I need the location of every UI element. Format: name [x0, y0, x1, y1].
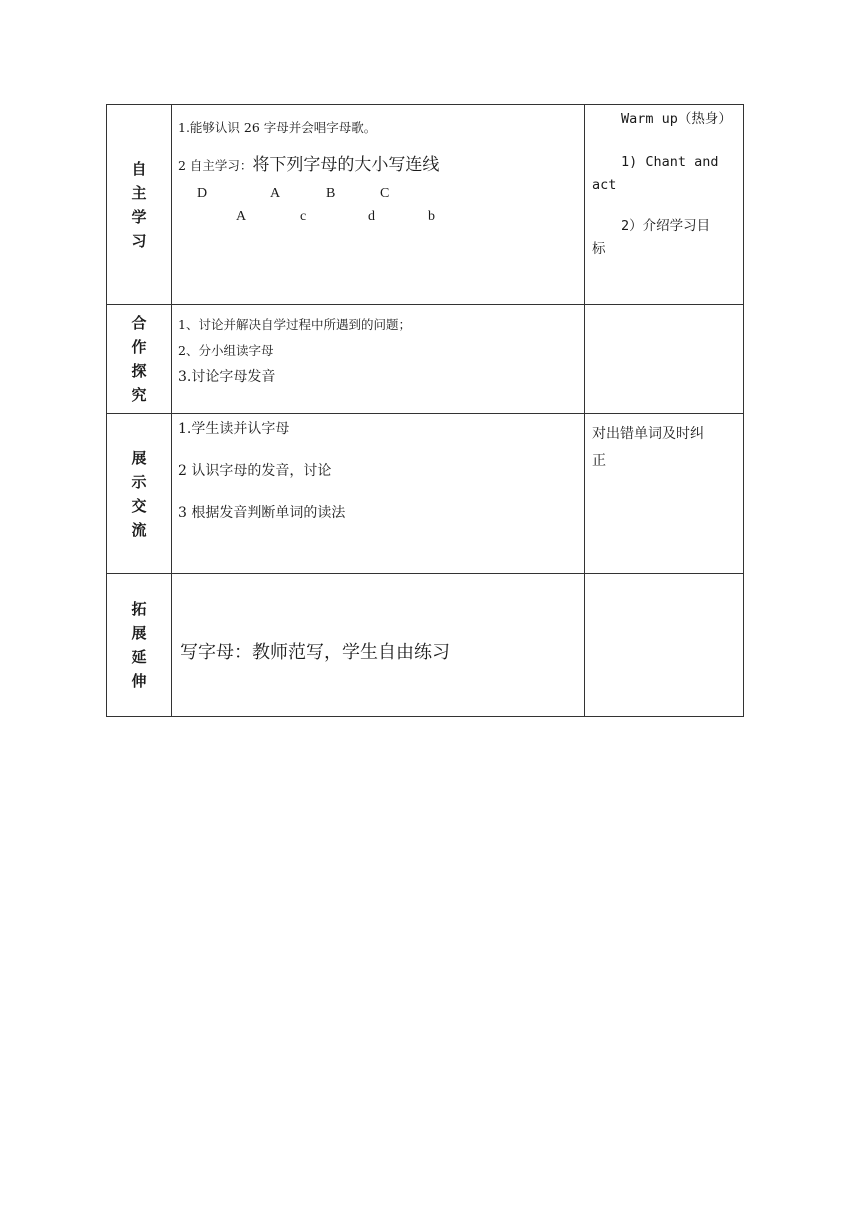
notes-item-1-line-2: act: [592, 177, 617, 193]
notes-self-study: [585, 105, 744, 305]
upper-letter-c: C: [380, 186, 390, 201]
row-presentation: [107, 414, 744, 574]
label-line: 拓 展: [131, 600, 155, 642]
item-3: 3 根据发音判断单词的读法: [178, 505, 346, 521]
upper-letter-d: D: [197, 186, 208, 201]
item-1: 写字母：教师范写，学生自由练习: [180, 642, 450, 663]
row-cooperation: [107, 305, 744, 414]
upper-letter-b: B: [326, 186, 336, 201]
lower-letter-c: c: [300, 209, 307, 224]
upper-letter-a: A: [270, 186, 281, 201]
item-1: 1.能够认识 26 字母并会唱字母歌。: [178, 120, 377, 135]
label-line: 自 主: [131, 159, 155, 202]
lower-letter-b: b: [428, 209, 435, 224]
lesson-plan-table: [106, 104, 744, 717]
item-2-main: 将下列字母的大小写连线: [252, 155, 440, 175]
lower-letter-d: d: [368, 209, 375, 224]
label-line: 交 流: [131, 496, 155, 539]
content-cooperation: [172, 305, 585, 414]
notes-item-2-line-2: 标: [592, 241, 606, 257]
notes-line-1: 对出错单词及时纠: [592, 426, 704, 442]
notes-line-2: 正: [592, 453, 606, 469]
notes-title: Warm up（热身）: [621, 111, 732, 127]
item-1: 1、讨论并解决自学过程中所遇到的问题；: [178, 317, 411, 332]
content-extension: [172, 574, 585, 717]
row-label-cooperation: [107, 305, 172, 414]
item-1: 1.学生读并认字母: [178, 421, 290, 437]
item-2: [178, 150, 439, 175]
row-label-presentation: [107, 414, 172, 574]
notes-presentation: [585, 414, 744, 574]
notes-extension: [585, 574, 744, 717]
label-line: 学 习: [131, 207, 155, 250]
label-line: 合 作: [131, 314, 155, 356]
label-line: 延 伸: [131, 648, 155, 690]
label-line: 展 示: [131, 448, 155, 491]
notes-item-2-line-1: 2）介绍学习目: [621, 218, 711, 234]
lower-letter-a: A: [236, 209, 247, 224]
notes-item-1-line-1: 1) Chant and: [621, 154, 719, 170]
item-2-prefix: 2 自主学习：: [178, 158, 253, 173]
row-self-study: [107, 105, 744, 305]
label-line: 探 究: [131, 362, 155, 404]
row-extension: [107, 574, 744, 717]
notes-cooperation: [585, 305, 744, 414]
item-3: 3.讨论字母发音: [178, 369, 276, 385]
row-label-self-study: [107, 105, 172, 305]
content-self-study: [172, 105, 585, 305]
item-2: 2、分小组读字母: [178, 343, 274, 358]
item-2: 2 认识字母的发音，讨论: [178, 463, 332, 479]
content-presentation: [172, 414, 585, 574]
row-label-extension: [107, 574, 172, 717]
